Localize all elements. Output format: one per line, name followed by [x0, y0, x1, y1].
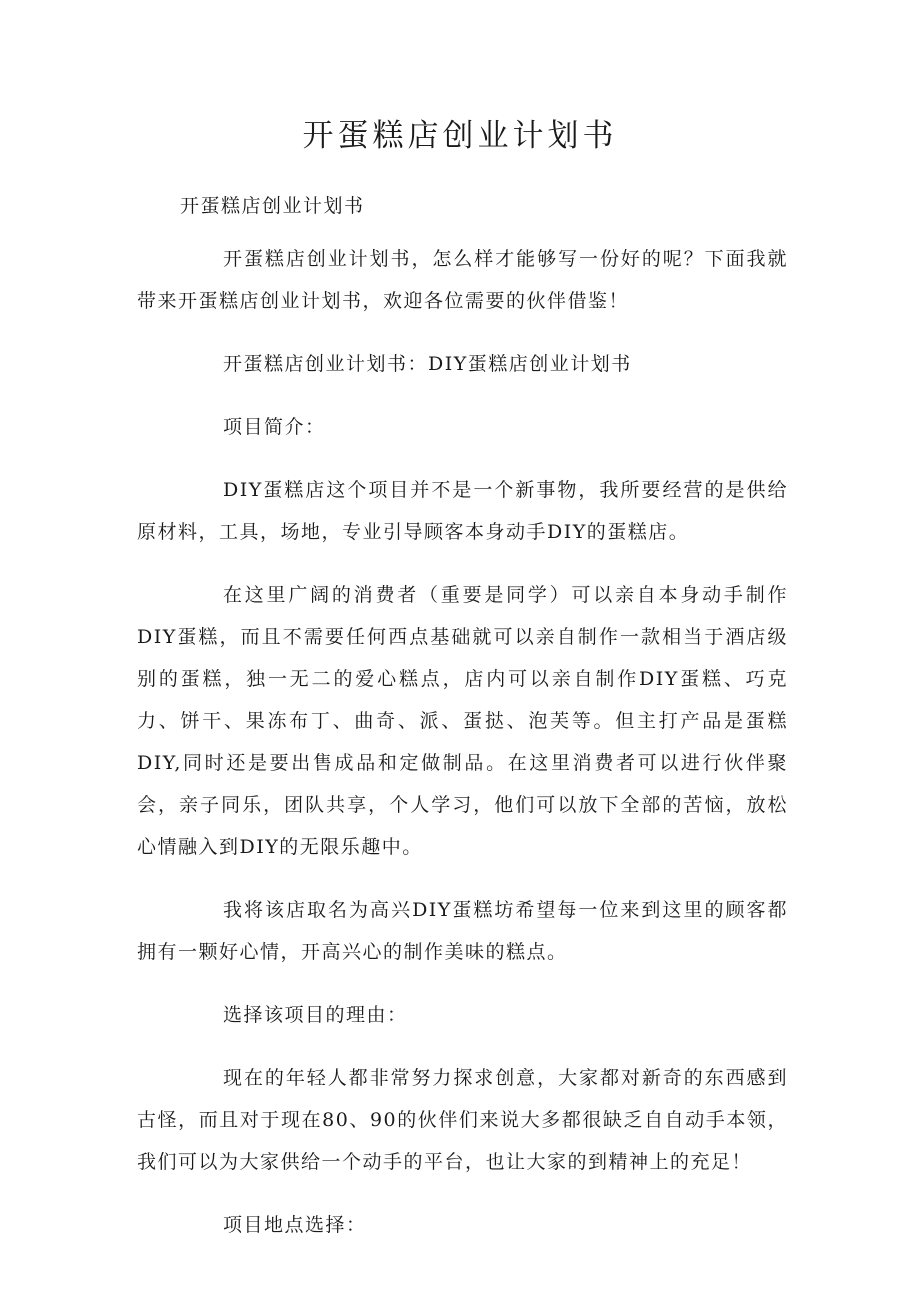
paragraph-reason-description: 现在的年轻人都非常努力探求创意，大家都对新奇的东西感到古怪，而且对于现在80、90的伙伴们来说大多都很缺乏自自动手本领，我们可以为大家供给一个动手的平台，也让大家的到精神上的充足！	[137, 1067, 788, 1173]
paragraph-plan-heading: 开蛋糕店创业计划书：DIY蛋糕店创业计划书	[223, 353, 632, 375]
paragraph-customer-activities: 在这里广阔的消费者（重要是同学）可以亲自本身动手制作DIY蛋糕，而且不需要任何西点基础就可以亲自制作一款相当于酒店级别的蛋糕，独一无二的爱心糕点，店内可以亲自制作DIY蛋糕、巧克力、饼干、果冻布丁、曲奇、派、蛋挞、泡芙等。但主打产品是蛋糕DIY,同时还是要出售成品和定做制品。在这里消费者可以进行伙伴聚会，亲子同乐，团队共享，个人学习，他们可以放下全部的苦恼，放松心情融入到DIY的无限乐趣中。	[137, 584, 788, 858]
paragraph-location-heading: 项目地点选择：	[223, 1214, 367, 1236]
document-subtitle: 开蛋糕店创业计划书	[180, 195, 365, 217]
paragraph-project-description: DIY蛋糕店这个项目并不是一个新事物，我所要经营的是供给原材料，工具，场地，专业引导顾客本身动手DIY的蛋糕店。	[137, 479, 788, 543]
paragraph-project-intro-heading: 项目简介：	[223, 416, 326, 438]
paragraph-intro: 开蛋糕店创业计划书，怎么样才能够写一份好的呢？下面我就带来开蛋糕店创业计划书，欢迎各位需要的伙伴借鉴！	[137, 248, 788, 312]
document-body	[137, 238, 788, 1267]
paragraph-reason-heading: 选择该项目的理由：	[223, 1004, 408, 1026]
paragraph-store-name: 我将该店取名为高兴DIY蛋糕坊希望每一位来到这里的顾客都拥有一颗好心情，开高兴心的制作美味的糕点。	[137, 899, 788, 963]
document-title: 开蛋糕店创业计划书	[302, 118, 618, 154]
